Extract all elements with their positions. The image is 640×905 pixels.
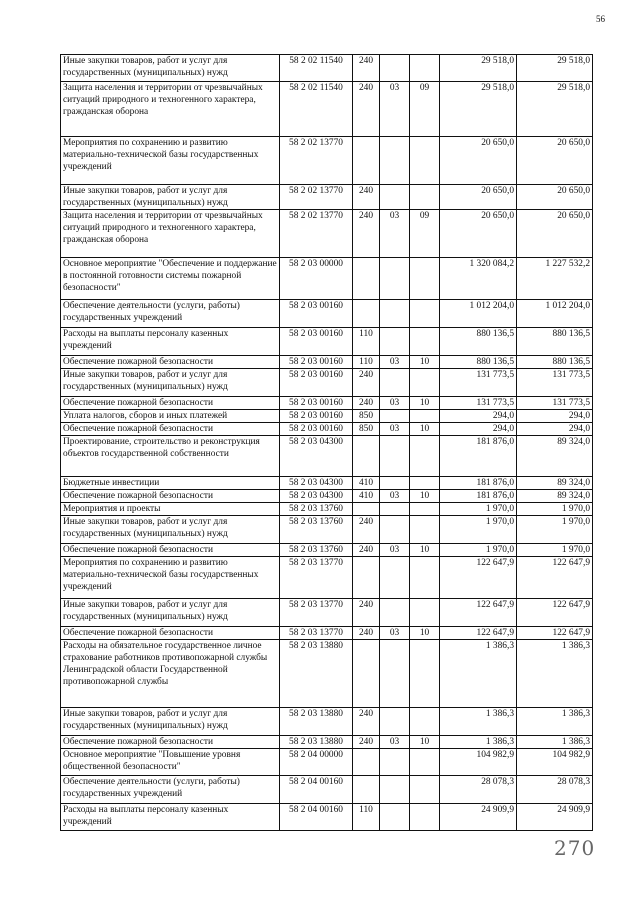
- row-code: 58 2 03 00160: [280, 423, 353, 436]
- row-sum-year1: 1 320 084,2: [440, 258, 517, 300]
- row-name: Иные закупки товаров, работ и услуг для государственных (муниципальных) нужд: [61, 369, 280, 397]
- row-expense-type: 240: [353, 708, 380, 736]
- row-expense-type: 110: [353, 356, 380, 369]
- row-code: 58 2 02 11540: [280, 82, 353, 137]
- row-sum-year2: 20 650,0: [517, 185, 593, 210]
- row-subsection: [410, 436, 440, 477]
- row-sum-year1: 181 876,0: [440, 490, 517, 503]
- row-code: 58 2 03 00160: [280, 300, 353, 328]
- table-row: [61, 436, 593, 477]
- table-row: [61, 423, 593, 436]
- row-expense-type: [353, 640, 380, 708]
- row-sum-year2: 1 012 204,0: [517, 300, 593, 328]
- table-row: [61, 736, 593, 749]
- row-expense-type: 110: [353, 804, 380, 831]
- row-name: Обеспечение пожарной безопасности: [61, 423, 280, 436]
- row-sum-year2: 29 518,0: [517, 82, 593, 137]
- row-code: 58 2 02 13770: [280, 210, 353, 258]
- row-code: 58 2 03 13760: [280, 516, 353, 544]
- row-code: 58 2 03 00160: [280, 410, 353, 423]
- row-code: 58 2 04 00000: [280, 749, 353, 776]
- row-subsection: 09: [410, 82, 440, 137]
- table-row: [61, 749, 593, 776]
- row-sum-year2: 1 386,3: [517, 708, 593, 736]
- row-section: [380, 557, 410, 599]
- row-subsection: [410, 410, 440, 423]
- row-subsection: [410, 503, 440, 516]
- row-subsection: [410, 640, 440, 708]
- row-section: [380, 436, 410, 477]
- row-section: [380, 328, 410, 356]
- row-subsection: [410, 137, 440, 185]
- row-sum-year1: 1 970,0: [440, 503, 517, 516]
- table-row: [61, 137, 593, 185]
- row-subsection: [410, 300, 440, 328]
- row-section: 03: [380, 544, 410, 557]
- row-subsection: 10: [410, 627, 440, 640]
- row-sum-year2: 29 518,0: [517, 55, 593, 82]
- table-row: [61, 369, 593, 397]
- row-sum-year1: 181 876,0: [440, 477, 517, 490]
- row-name: Мероприятия по сохранению и развитию материально-технической базы государственных учреждений: [61, 557, 280, 599]
- row-code: 58 2 03 04300: [280, 477, 353, 490]
- row-sum-year1: 29 518,0: [440, 55, 517, 82]
- row-section: 03: [380, 356, 410, 369]
- row-expense-type: 240: [353, 82, 380, 137]
- row-section: [380, 258, 410, 300]
- row-sum-year1: 28 078,3: [440, 776, 517, 804]
- table-row: [61, 776, 593, 804]
- row-expense-type: [353, 137, 380, 185]
- row-code: 58 2 03 13880: [280, 640, 353, 708]
- table-row: [61, 490, 593, 503]
- row-section: [380, 55, 410, 82]
- row-expense-type: 240: [353, 544, 380, 557]
- table-body: [61, 55, 593, 831]
- row-subsection: [410, 328, 440, 356]
- table-row: [61, 397, 593, 410]
- row-code: 58 2 03 04300: [280, 436, 353, 477]
- row-name: Обеспечение пожарной безопасности: [61, 736, 280, 749]
- row-name: Основное мероприятие "Обеспечение и поддержание в постоянной готовности системы пожарной безопасности": [61, 258, 280, 300]
- row-expense-type: 410: [353, 490, 380, 503]
- row-name: Иные закупки товаров, работ и услуг для государственных (муниципальных) нужд: [61, 708, 280, 736]
- row-sum-year1: 20 650,0: [440, 210, 517, 258]
- row-expense-type: 110: [353, 328, 380, 356]
- table-row: [61, 185, 593, 210]
- row-sum-year2: 20 650,0: [517, 210, 593, 258]
- row-code: 58 2 03 13880: [280, 736, 353, 749]
- row-subsection: [410, 749, 440, 776]
- row-expense-type: 850: [353, 410, 380, 423]
- row-expense-type: 850: [353, 423, 380, 436]
- row-subsection: 10: [410, 423, 440, 436]
- row-name: Мероприятия и проекты: [61, 503, 280, 516]
- row-subsection: [410, 708, 440, 736]
- row-section: [380, 477, 410, 490]
- table-row: [61, 804, 593, 831]
- table-row: [61, 544, 593, 557]
- row-code: 58 2 03 04300: [280, 490, 353, 503]
- row-sum-year2: 122 647,9: [517, 599, 593, 627]
- row-code: 58 2 03 13880: [280, 708, 353, 736]
- row-name: Бюджетные инвестиции: [61, 477, 280, 490]
- row-section: [380, 516, 410, 544]
- row-expense-type: 240: [353, 627, 380, 640]
- row-code: 58 2 02 13770: [280, 185, 353, 210]
- row-expense-type: 240: [353, 185, 380, 210]
- row-expense-type: [353, 557, 380, 599]
- row-sum-year2: 122 647,9: [517, 557, 593, 599]
- row-section: [380, 599, 410, 627]
- row-section: [380, 300, 410, 328]
- row-subsection: [410, 369, 440, 397]
- table-row: [61, 640, 593, 708]
- row-sum-year1: 1 386,3: [440, 708, 517, 736]
- row-section: 03: [380, 736, 410, 749]
- row-sum-year1: 294,0: [440, 423, 517, 436]
- row-sum-year1: 1 386,3: [440, 640, 517, 708]
- row-name: Расходы на выплаты персоналу казенных учреждений: [61, 328, 280, 356]
- row-sum-year2: 1 970,0: [517, 544, 593, 557]
- row-expense-type: 240: [353, 210, 380, 258]
- row-sum-year2: 1 970,0: [517, 516, 593, 544]
- table-row: [61, 516, 593, 544]
- row-name: Иные закупки товаров, работ и услуг для государственных (муниципальных) нужд: [61, 599, 280, 627]
- row-sum-year2: 1 386,3: [517, 736, 593, 749]
- table-row: [61, 300, 593, 328]
- table-row: [61, 328, 593, 356]
- row-expense-type: 410: [353, 477, 380, 490]
- row-code: 58 2 03 13770: [280, 557, 353, 599]
- row-sum-year1: 1 012 204,0: [440, 300, 517, 328]
- row-subsection: 10: [410, 356, 440, 369]
- row-sum-year2: 131 773,5: [517, 397, 593, 410]
- row-sum-year1: 880 136,5: [440, 328, 517, 356]
- row-subsection: [410, 557, 440, 599]
- row-name: Уплата налогов, сборов и иных платежей: [61, 410, 280, 423]
- row-subsection: [410, 599, 440, 627]
- row-sum-year1: 181 876,0: [440, 436, 517, 477]
- row-name: Обеспечение пожарной безопасности: [61, 627, 280, 640]
- row-sum-year2: 880 136,5: [517, 356, 593, 369]
- row-section: [380, 410, 410, 423]
- row-sum-year2: 1 970,0: [517, 503, 593, 516]
- row-section: 03: [380, 490, 410, 503]
- table-row: [61, 356, 593, 369]
- row-code: 58 2 03 13760: [280, 544, 353, 557]
- page-number: 56: [596, 14, 605, 24]
- row-subsection: [410, 804, 440, 831]
- row-code: 58 2 02 11540: [280, 55, 353, 82]
- table-row: [61, 410, 593, 423]
- row-expense-type: 240: [353, 369, 380, 397]
- table-row: [61, 503, 593, 516]
- row-section: [380, 369, 410, 397]
- row-name: Обеспечение пожарной безопасности: [61, 490, 280, 503]
- row-sum-year2: 104 982,9: [517, 749, 593, 776]
- row-sum-year2: 1 386,3: [517, 640, 593, 708]
- row-expense-type: [353, 749, 380, 776]
- row-name: Расходы на обязательное государственное личное страхование работников противопожарной службы Ленинградской области Государственной противопожарной службы: [61, 640, 280, 708]
- row-name: Обеспечение деятельности (услуги, работы) государственных учреждений: [61, 300, 280, 328]
- table-row: [61, 708, 593, 736]
- row-code: 58 2 03 13770: [280, 599, 353, 627]
- row-sum-year2: 1 227 532,2: [517, 258, 593, 300]
- row-subsection: 10: [410, 397, 440, 410]
- row-name: Защита населения и территории от чрезвычайных ситуаций природного и техногенного характера, гражданская оборона: [61, 82, 280, 137]
- row-sum-year2: 294,0: [517, 423, 593, 436]
- table-row: [61, 82, 593, 137]
- row-sum-year1: 1 386,3: [440, 736, 517, 749]
- row-sum-year1: 122 647,9: [440, 557, 517, 599]
- row-section: [380, 503, 410, 516]
- row-expense-type: [353, 776, 380, 804]
- handwritten-page-stamp: 270: [554, 836, 596, 860]
- row-subsection: 10: [410, 544, 440, 557]
- row-name: Иные закупки товаров, работ и услуг для государственных (муниципальных) нужд: [61, 55, 280, 82]
- row-subsection: [410, 477, 440, 490]
- row-sum-year1: 20 650,0: [440, 185, 517, 210]
- row-sum-year2: 89 324,0: [517, 490, 593, 503]
- row-sum-year2: 880 136,5: [517, 328, 593, 356]
- row-code: 58 2 03 00000: [280, 258, 353, 300]
- row-expense-type: [353, 300, 380, 328]
- row-sum-year1: 122 647,9: [440, 627, 517, 640]
- row-name: Иные закупки товаров, работ и услуг для государственных (муниципальных) нужд: [61, 185, 280, 210]
- row-name: Обеспечение деятельности (услуги, работы) государственных учреждений: [61, 776, 280, 804]
- table-row: [61, 258, 593, 300]
- row-sum-year2: 24 909,9: [517, 804, 593, 831]
- row-sum-year1: 131 773,5: [440, 369, 517, 397]
- row-section: 03: [380, 627, 410, 640]
- row-sum-year1: 880 136,5: [440, 356, 517, 369]
- row-section: 03: [380, 423, 410, 436]
- row-code: 58 2 03 00160: [280, 397, 353, 410]
- row-expense-type: [353, 503, 380, 516]
- row-name: Проектирование, строительство и реконструкция объектов государственной собственности: [61, 436, 280, 477]
- row-sum-year1: 1 970,0: [440, 516, 517, 544]
- row-sum-year1: 20 650,0: [440, 137, 517, 185]
- row-code: 58 2 03 13770: [280, 627, 353, 640]
- budget-table: [60, 54, 593, 831]
- row-sum-year2: 89 324,0: [517, 477, 593, 490]
- table-row: [61, 210, 593, 258]
- row-code: 58 2 02 13770: [280, 137, 353, 185]
- row-name: Мероприятия по сохранению и развитию материально-технической базы государственных учреждений: [61, 137, 280, 185]
- row-expense-type: 240: [353, 736, 380, 749]
- row-code: 58 2 04 00160: [280, 776, 353, 804]
- row-subsection: 10: [410, 736, 440, 749]
- row-section: [380, 776, 410, 804]
- row-sum-year1: 1 970,0: [440, 544, 517, 557]
- row-section: [380, 804, 410, 831]
- row-expense-type: [353, 436, 380, 477]
- row-section: [380, 640, 410, 708]
- row-code: 58 2 04 00160: [280, 804, 353, 831]
- row-sum-year2: 122 647,9: [517, 627, 593, 640]
- row-section: [380, 185, 410, 210]
- row-sum-year1: 294,0: [440, 410, 517, 423]
- row-section: 03: [380, 397, 410, 410]
- row-sum-year1: 24 909,9: [440, 804, 517, 831]
- row-name: Иные закупки товаров, работ и услуг для государственных (муниципальных) нужд: [61, 516, 280, 544]
- row-expense-type: 240: [353, 55, 380, 82]
- table-row: [61, 599, 593, 627]
- row-sum-year2: 28 078,3: [517, 776, 593, 804]
- row-subsection: 09: [410, 210, 440, 258]
- row-sum-year2: 20 650,0: [517, 137, 593, 185]
- row-sum-year1: 131 773,5: [440, 397, 517, 410]
- row-code: 58 2 03 00160: [280, 328, 353, 356]
- row-name: Защита населения и территории от чрезвычайных ситуаций природного и техногенного характера, гражданская оборона: [61, 210, 280, 258]
- table-row: [61, 557, 593, 599]
- row-subsection: [410, 55, 440, 82]
- row-section: [380, 708, 410, 736]
- row-code: 58 2 03 13760: [280, 503, 353, 516]
- row-name: Обеспечение пожарной безопасности: [61, 356, 280, 369]
- row-expense-type: [353, 258, 380, 300]
- table-row: [61, 55, 593, 82]
- row-sum-year2: 89 324,0: [517, 436, 593, 477]
- row-code: 58 2 03 00160: [280, 356, 353, 369]
- row-sum-year2: 294,0: [517, 410, 593, 423]
- row-name: Основное мероприятие "Повышение уровня общественной безопасности": [61, 749, 280, 776]
- table-row: [61, 477, 593, 490]
- row-subsection: [410, 185, 440, 210]
- row-code: 58 2 03 00160: [280, 369, 353, 397]
- row-expense-type: 240: [353, 599, 380, 627]
- table-row: [61, 627, 593, 640]
- row-sum-year1: 122 647,9: [440, 599, 517, 627]
- row-section: 03: [380, 210, 410, 258]
- row-expense-type: 240: [353, 516, 380, 544]
- row-subsection: 10: [410, 490, 440, 503]
- row-sum-year2: 131 773,5: [517, 369, 593, 397]
- row-sum-year1: 104 982,9: [440, 749, 517, 776]
- row-subsection: [410, 776, 440, 804]
- row-name: Расходы на выплаты персоналу казенных учреждений: [61, 804, 280, 831]
- row-section: 03: [380, 82, 410, 137]
- row-sum-year1: 29 518,0: [440, 82, 517, 137]
- row-section: [380, 137, 410, 185]
- row-subsection: [410, 258, 440, 300]
- row-section: [380, 749, 410, 776]
- row-subsection: [410, 516, 440, 544]
- row-expense-type: 240: [353, 397, 380, 410]
- row-name: Обеспечение пожарной безопасности: [61, 544, 280, 557]
- row-name: Обеспечение пожарной безопасности: [61, 397, 280, 410]
